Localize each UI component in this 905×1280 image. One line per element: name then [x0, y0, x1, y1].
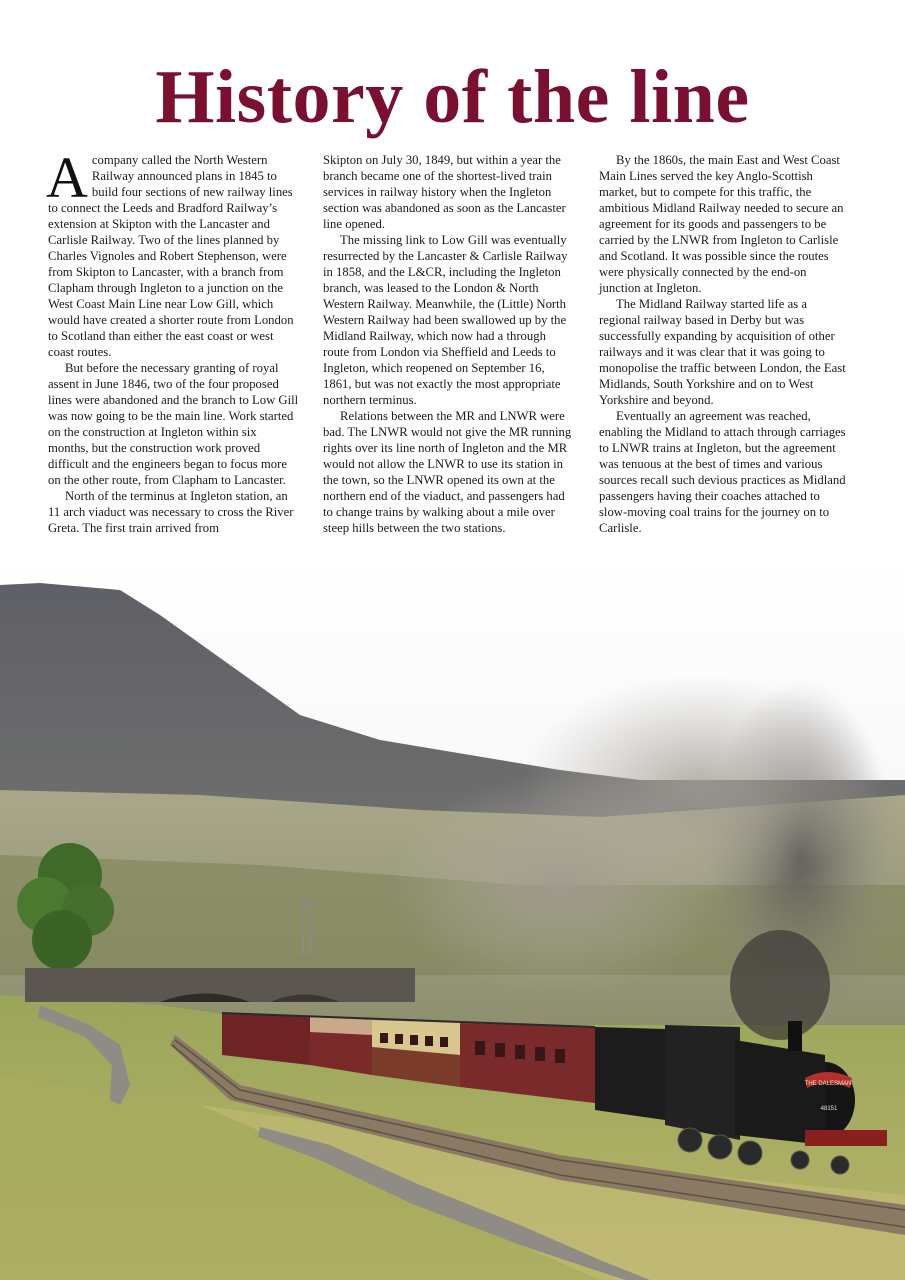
smokebox-number: 48151 — [820, 1106, 838, 1112]
article-paragraph: North of the terminus at Ingleton station, an 11 arch viaduct was necessary to cross the River Greta. The first train arrived from — [48, 489, 294, 535]
loco-headboard: THE DALESMAN — [804, 1081, 852, 1087]
article-column-2 — [323, 152, 575, 536]
article-column-3 — [599, 152, 851, 536]
article-paragraph: Skipton on July 30, 1849, but within a year the branch became one of the shortest-lived train services in railway history when the Ingleton section was abandoned as soon as the Lancaster line opened. — [323, 153, 566, 231]
article-paragraph: Eventually an agreement was reached, enabling the Midland to attach through carriages to LNWR trains at Ingleton, but the agreement was tenuous at the best of times and various sources recall such devious practices as Midland passengers having their coaches attached to slow-moving coal trains for the journey on to Carlisle. — [599, 409, 846, 535]
article-paragraph: The Midland Railway started life as a regional railway based in Derby but was successfully expanding by acquisition of other railways and it was clear that it was going to monopolise the traffic between London, the East Midlands, South Yorkshire and on to West Yorkshire and beyond. — [599, 297, 846, 407]
article-column-1 — [46, 145, 300, 536]
stone-bridge — [25, 968, 415, 1002]
article-paragraph: But before the necessary granting of royal assent in June 1846, two of the four proposed lines were abandoned and the branch to Low Gill was now going to be the main line. Work started on the construction at Ingleton within six months, but the construction work proved difficult and the engineers began to focus more on the other route, from Clapham to Lancaster. — [48, 361, 299, 487]
paragraph-text: company called the North Western Railway announced plans in 1845 to build four sections of new railway lines to connect the Leeds and Bradford Railway’s extension at Skipton with the Lancaster and Carlisle Railway. Two of the lines planned by Charles Vignoles and Robert Stephenson, were from Skipton to Lancaster, with a branch from Clapham through Ingleton to a junction on the West Coast Main Line near Low Gill, which would have created a shorter route from London to Scotland than either the east coast or west coast routes. — [48, 153, 294, 359]
article-paragraph: By the 1860s, the main East and West Coast Main Lines served the key Anglo-Scottish market, but to compete for this traffic, the ambitious Midland Railway needed to secure an agreement for its goods and passengers to be carried by the LNWR from Ingleton to Carlisle and Scotland. It was possible since the routes were physically connected by the end-on junction at Ingleton. — [599, 153, 844, 295]
article-paragraph — [46, 145, 300, 360]
page-title: History of the line — [155, 55, 750, 139]
article-paragraph: The missing link to Low Gill was eventually resurrected by the Lancaster & Carlisle Railway in 1858, and the L&CR, including the Ingleton branch, was leased to the London & North Western Railway. Meanwhile, the (Little) North Western Railway had been swallowed up by the Midland Railway, which now had a through route from London via Sheffield and Leeds to Ingleton, which reopened on September 16, 1861, but was not exactly the most appropriate northern terminus. — [323, 233, 568, 407]
drop-cap: A — [46, 145, 88, 210]
steam-train-photo — [0, 555, 905, 1280]
article-paragraph: Relations between the MR and LNWR were bad. The LNWR would not give the MR running rights over its line north of Ingleton and the MR would not allow the LNWR to use its station in the town, so the LNWR opened its own at the northern end of the viaduct, and passengers had to change trains by walking about a mile over steep hills between the two stations. — [323, 409, 572, 535]
